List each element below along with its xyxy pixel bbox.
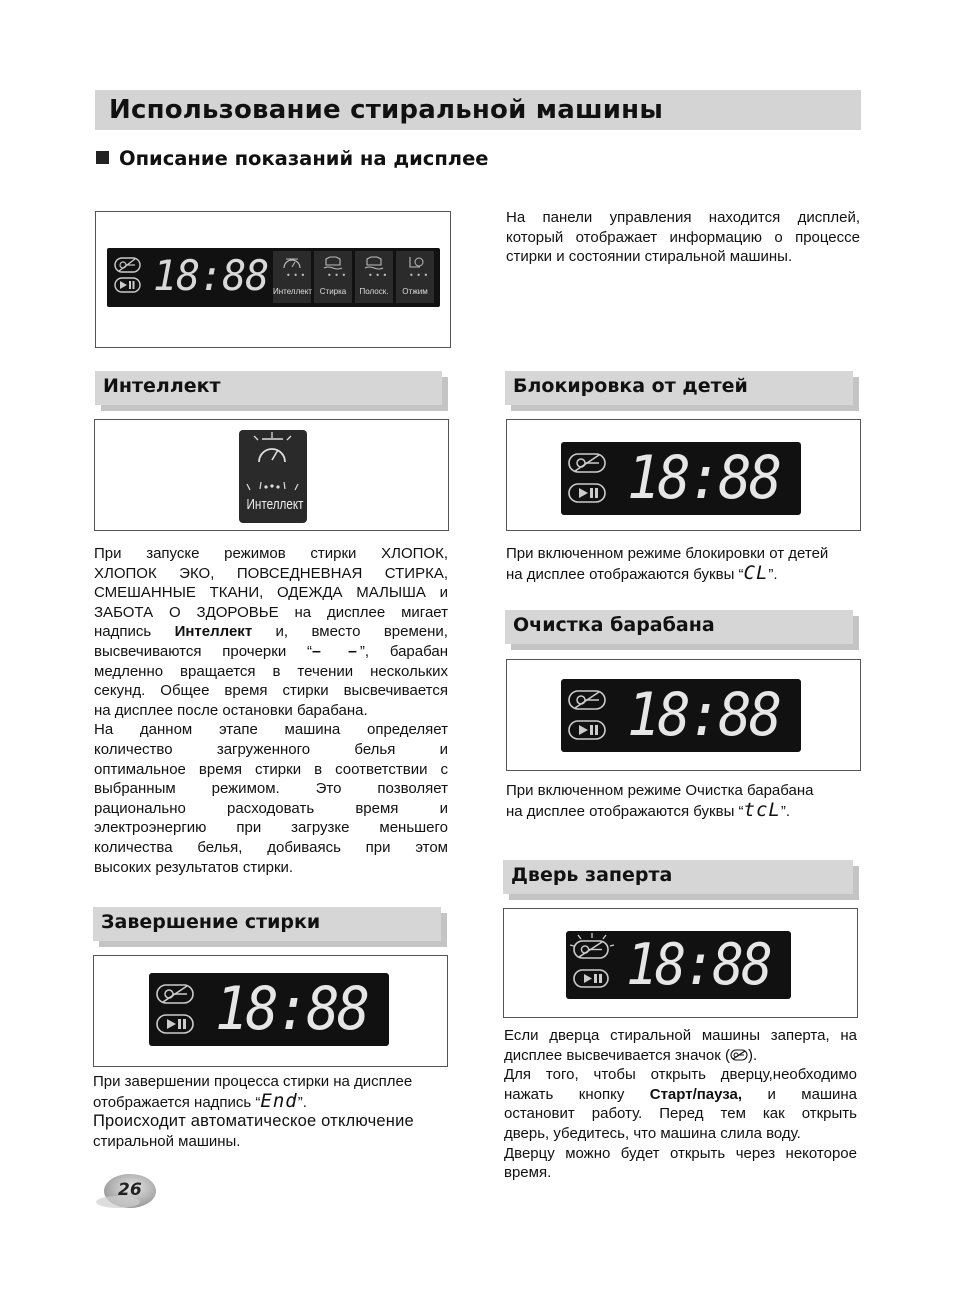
text-line: Если дверца стиральной машины заперта, на bbox=[504, 1027, 857, 1044]
wash-shirt-icon bbox=[314, 251, 352, 281]
drum-clean-display bbox=[561, 679, 801, 752]
wash-end-description bbox=[93, 1072, 453, 1151]
button-spin-label: Отжим bbox=[402, 287, 428, 296]
text-line: При включенном режиме Очистка барабана bbox=[506, 782, 814, 799]
time-display: 18:88 bbox=[627, 680, 780, 750]
intellect-figure-box bbox=[94, 419, 449, 531]
text-line: высоких результатов стирки. bbox=[94, 858, 294, 876]
page-number: 26 bbox=[118, 1180, 142, 1200]
rinse-shirt-icon bbox=[355, 251, 393, 281]
wash-end-figure-box bbox=[93, 955, 448, 1067]
time-display: 18:88 bbox=[215, 974, 368, 1044]
section-header-door-locked bbox=[503, 860, 853, 894]
button-intellect-label: Интеллект bbox=[273, 287, 312, 296]
section-header-drum-clean bbox=[505, 610, 853, 644]
text-line: оптимальное время стирки в соответствии с bbox=[94, 760, 448, 778]
text-line bbox=[94, 622, 448, 642]
button-intellect[interactable] bbox=[273, 251, 311, 303]
text-line: Происходит автоматическое отключение bbox=[93, 1112, 414, 1131]
display-intro-text bbox=[506, 208, 860, 267]
text-span: отображается надпись “ bbox=[93, 1093, 261, 1111]
section-heading-text: Интеллект bbox=[103, 375, 221, 397]
text-line: На данном этапе машина определяет bbox=[94, 721, 448, 739]
text-span: нажать кнопку bbox=[504, 1085, 625, 1103]
section-subtitle bbox=[96, 146, 489, 172]
text-line: Для того, чтобы открыть дверцу,необходимо bbox=[504, 1066, 857, 1084]
child-lock-figure-box bbox=[506, 419, 861, 531]
intellect-indicator bbox=[239, 430, 307, 523]
end-code: End bbox=[260, 1089, 298, 1112]
text-line: количество загруженного белья и bbox=[94, 740, 448, 758]
text-line bbox=[94, 642, 448, 662]
start-pause-term: Старт/пауза, bbox=[649, 1085, 743, 1103]
bullet-square-icon bbox=[96, 151, 109, 164]
text-line bbox=[504, 1046, 857, 1066]
text-span: ”. bbox=[768, 565, 778, 583]
button-rinse-label: Полоск. bbox=[359, 287, 389, 296]
text-line: количества белья, добиваясь при этом bbox=[94, 838, 448, 856]
spin-icon bbox=[396, 251, 434, 281]
time-display: 18:88 bbox=[627, 443, 780, 513]
text-span: ). bbox=[747, 1046, 758, 1064]
text-span: ”. bbox=[297, 1093, 307, 1111]
svg-text:• • •: • • • bbox=[368, 271, 388, 280]
intellect-dial-icon bbox=[273, 251, 311, 281]
bold-term: Интеллект bbox=[174, 623, 253, 641]
text-line: на дисплее после остановки барабана. bbox=[94, 701, 368, 719]
door-locked-figure-box bbox=[503, 908, 858, 1018]
drum-clean-description bbox=[506, 781, 862, 821]
text-span: ”. bbox=[780, 802, 791, 820]
text-line: При включенном режиме блокировки от детей bbox=[506, 545, 829, 562]
text-span: надпись bbox=[94, 623, 152, 641]
text-span: и машина bbox=[767, 1085, 857, 1103]
svg-text:• • •: • • • bbox=[327, 271, 347, 280]
intellect-icon-label: Интеллект bbox=[246, 496, 304, 513]
text-line: ХЛОПОК ЭКО, ПОВСЕДНЕВНАЯ СТИРКА, bbox=[94, 564, 448, 582]
section-heading-text: Дверь заперта bbox=[511, 864, 673, 886]
text-line: При запуске режимов стирки ХЛОПОК, bbox=[94, 545, 448, 562]
button-wash-label: Стирка bbox=[319, 287, 347, 296]
text-span: на дисплее отображаются буквы “ bbox=[506, 565, 744, 583]
time-display: 18:88 bbox=[153, 251, 269, 300]
door-lock-icon bbox=[730, 1049, 748, 1061]
section-header-intellect bbox=[95, 371, 442, 405]
text-line bbox=[504, 1085, 857, 1105]
text-line bbox=[506, 561, 862, 585]
text-line: При завершении процесса стирки на дисплее bbox=[93, 1073, 413, 1090]
text-line bbox=[506, 798, 862, 822]
text-line: остановит работу. Перед тем как открыть bbox=[504, 1105, 857, 1123]
text-span: и, вместо времени, bbox=[275, 623, 448, 641]
text-line: Дверцу можно будет открыть через некоторое bbox=[504, 1144, 857, 1162]
start-pause-icon bbox=[115, 278, 140, 292]
svg-text:• • •: • • • bbox=[286, 271, 306, 280]
dashes-indicator: – – bbox=[312, 642, 360, 660]
svg-text:• • •: • • • bbox=[409, 271, 429, 280]
section-header-wash-end bbox=[93, 907, 441, 941]
time-display: 18:88 bbox=[626, 932, 771, 998]
text-line: СМЕШАННЫЕ ТКАНИ, ОДЕЖДА МАЛЫША и bbox=[94, 584, 448, 602]
door-locked-description bbox=[504, 1026, 857, 1183]
button-rinse[interactable] bbox=[355, 251, 393, 303]
text-line: время. bbox=[504, 1164, 552, 1182]
text-line: рационально расходовать время и bbox=[94, 799, 448, 817]
section-heading-text: Блокировка от детей bbox=[513, 375, 748, 397]
door-locked-display bbox=[566, 931, 791, 999]
section-heading-text: Очистка барабана bbox=[513, 614, 715, 636]
text-line: секунд. Общее время стирки высвечивается bbox=[94, 682, 448, 700]
drum-clean-figure-box bbox=[506, 659, 861, 771]
child-lock-code: CL bbox=[743, 561, 769, 584]
wash-end-display bbox=[149, 973, 389, 1046]
subtitle-text: Описание показаний на дисплее bbox=[119, 147, 489, 170]
text-line: медленно вращается в течении нескольких bbox=[94, 662, 448, 680]
text-line: электроэнергию при загрузке меньшего bbox=[94, 819, 448, 837]
text-span: высвечиваются прочерки “ bbox=[94, 642, 312, 660]
child-lock-display bbox=[561, 442, 801, 515]
section-header-child-lock bbox=[505, 371, 853, 405]
section-heading-text: Завершение стирки bbox=[101, 911, 321, 933]
intellect-description bbox=[94, 544, 448, 877]
drum-clean-code: tcL bbox=[743, 798, 781, 821]
text-line: ЗАБОТА О ЗДОРОВЬЕ на дисплее мигает bbox=[94, 603, 448, 621]
text-span: на дисплее отображаются буквы “ bbox=[506, 802, 744, 820]
control-panel-box bbox=[95, 211, 451, 348]
button-spin[interactable] bbox=[396, 251, 434, 303]
page-title: Использование стиральной машины bbox=[95, 90, 861, 130]
text-line bbox=[93, 1089, 453, 1113]
page-number-badge bbox=[96, 1172, 158, 1210]
button-wash[interactable] bbox=[314, 251, 352, 303]
text-line: дверь, убедитесь, что машина слила воду. bbox=[504, 1124, 801, 1142]
control-panel-display bbox=[107, 248, 440, 307]
child-lock-description bbox=[506, 544, 862, 584]
text-span: дисплее высвечивается значок ( bbox=[504, 1046, 730, 1064]
text-line: стиральной машины. bbox=[93, 1132, 241, 1150]
intro-paragraph: На панели управления находится дисплей, который отображает информацию о процессе стирки и состоянии стиральной машины. bbox=[506, 209, 860, 266]
text-span: ”, барабан bbox=[359, 642, 448, 660]
text-line: выбранным режимом. Это позволяет bbox=[94, 780, 448, 798]
